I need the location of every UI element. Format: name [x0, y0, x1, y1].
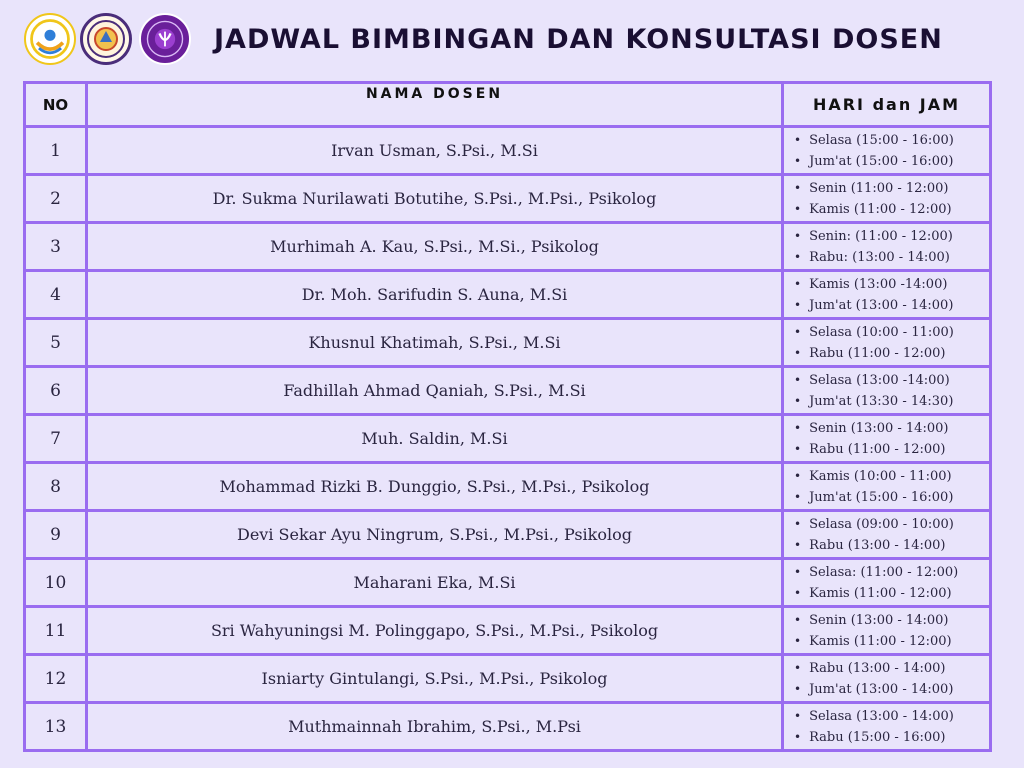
schedule-slot: • Rabu (13:00 - 14:00) [794, 535, 989, 556]
lecturer-name: Muh. Saldin, M.Si [87, 415, 783, 463]
lecturer-name: Fadhillah Ahmad Qaniah, S.Psi., M.Si [87, 367, 783, 415]
schedule-cell [783, 463, 991, 511]
schedule-cell [783, 127, 991, 175]
column-header-name: NAMA DOSEN [87, 83, 783, 127]
row-number: 6 [25, 367, 87, 415]
schedule-slot: • Rabu (15:00 - 16:00) [794, 727, 989, 748]
schedule-cell [783, 703, 991, 751]
schedule-table [23, 81, 992, 752]
table-row [25, 175, 991, 223]
schedule-slot: • Rabu (13:00 - 14:00) [794, 658, 989, 679]
lecturer-name: Sri Wahyuningsi M. Polinggapo, S.Psi., M.Psi., Psikolog [87, 607, 783, 655]
schedule-cell [783, 511, 991, 559]
table-row [25, 127, 991, 175]
table-row [25, 223, 991, 271]
row-number: 11 [25, 607, 87, 655]
schedule-slot: • Rabu: (13:00 - 14:00) [794, 247, 989, 268]
row-number: 2 [25, 175, 87, 223]
lecturer-name: Mohammad Rizki B. Dunggio, S.Psi., M.Psi., Psikolog [87, 463, 783, 511]
row-number: 10 [25, 559, 87, 607]
schedule-slot: • Jum'at (15:00 - 16:00) [794, 151, 989, 172]
lecturer-name: Irvan Usman, S.Psi., M.Si [87, 127, 783, 175]
table-row [25, 319, 991, 367]
schedule-slot: • Kamis (11:00 - 12:00) [794, 631, 989, 652]
schedule-cell [783, 559, 991, 607]
table-row [25, 415, 991, 463]
schedule-cell [783, 415, 991, 463]
schedule-slot: • Rabu (11:00 - 12:00) [794, 343, 989, 364]
schedule-slot: • Kamis (10:00 - 11:00) [794, 466, 989, 487]
row-number: 5 [25, 319, 87, 367]
schedule-slot: • Jum'at (13:30 - 14:30) [794, 391, 989, 412]
schedule-slot: • Selasa (09:00 - 10:00) [794, 514, 989, 535]
table-header-row [25, 83, 991, 127]
column-header-no: NO [25, 83, 87, 127]
row-number: 4 [25, 271, 87, 319]
schedule-slot: • Jum'at (13:00 - 14:00) [794, 679, 989, 700]
schedule-cell [783, 655, 991, 703]
table-row [25, 655, 991, 703]
schedule-cell [783, 367, 991, 415]
schedule-slot: • Selasa: (11:00 - 12:00) [794, 562, 989, 583]
lecturer-name: Muthmainnah Ibrahim, S.Psi., M.Psi [87, 703, 783, 751]
row-number: 3 [25, 223, 87, 271]
lecturer-name: Dr. Sukma Nurilawati Botutihe, S.Psi., M.Psi., Psikolog [87, 175, 783, 223]
schedule-slot: • Kamis (13:00 -14:00) [794, 274, 989, 295]
table-row [25, 511, 991, 559]
schedule-slot: • Senin (13:00 - 14:00) [794, 418, 989, 439]
lecturer-name: Khusnul Khatimah, S.Psi., M.Si [87, 319, 783, 367]
column-header-time: HARI dan JAM [783, 83, 991, 127]
lecturer-name: Maharani Eka, M.Si [87, 559, 783, 607]
schedule-slot: • Selasa (10:00 - 11:00) [794, 322, 989, 343]
table-row [25, 559, 991, 607]
university-seal-icon [80, 13, 132, 65]
diktisaintek-logo-icon [24, 13, 76, 65]
schedule-cell [783, 223, 991, 271]
table-row [25, 271, 991, 319]
schedule-cell [783, 319, 991, 367]
schedule-cell [783, 607, 991, 655]
row-number: 9 [25, 511, 87, 559]
schedule-cell [783, 175, 991, 223]
table-row [25, 367, 991, 415]
lecturer-name: Murhimah A. Kau, S.Psi., M.Si., Psikolog [87, 223, 783, 271]
schedule-slot: • Kamis (11:00 - 12:00) [794, 583, 989, 604]
header [0, 0, 1024, 80]
schedule-slot: • Senin (11:00 - 12:00) [794, 178, 989, 199]
schedule-cell [783, 271, 991, 319]
schedule-slot: • Rabu (11:00 - 12:00) [794, 439, 989, 460]
table-row [25, 463, 991, 511]
row-number: 12 [25, 655, 87, 703]
schedule-slot: • Senin: (11:00 - 12:00) [794, 226, 989, 247]
schedule-slot: • Selasa (15:00 - 16:00) [794, 130, 989, 151]
table-row [25, 703, 991, 751]
lecturer-name: Dr. Moh. Sarifudin S. Auna, M.Si [87, 271, 783, 319]
page-title: JADWAL BIMBINGAN DAN KONSULTASI DOSEN [214, 24, 943, 55]
schedule-slot: • Selasa (13:00 - 14:00) [794, 706, 989, 727]
row-number: 8 [25, 463, 87, 511]
lecturer-name: Devi Sekar Ayu Ningrum, S.Psi., M.Psi., Psikolog [87, 511, 783, 559]
schedule-slot: • Kamis (11:00 - 12:00) [794, 199, 989, 220]
row-number: 13 [25, 703, 87, 751]
row-number: 1 [25, 127, 87, 175]
row-number: 7 [25, 415, 87, 463]
table-row [25, 607, 991, 655]
schedule-slot: • Jum'at (13:00 - 14:00) [794, 295, 989, 316]
schedule-slot: • Jum'at (15:00 - 16:00) [794, 487, 989, 508]
lecturer-name: Isniarty Gintulangi, S.Psi., M.Psi., Psikolog [87, 655, 783, 703]
psychology-program-logo-icon [139, 13, 191, 65]
schedule-slot: • Senin (13:00 - 14:00) [794, 610, 989, 631]
schedule-slot: • Selasa (13:00 -14:00) [794, 370, 989, 391]
